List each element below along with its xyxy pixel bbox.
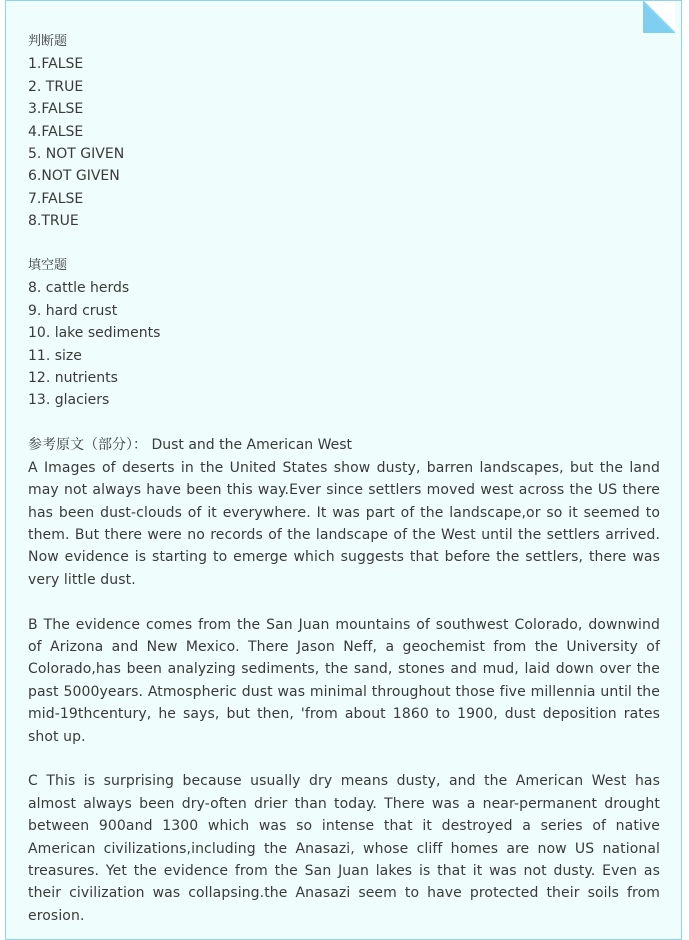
- judgement-heading: 判断题: [28, 34, 68, 49]
- list-item: 2. TRUE: [28, 78, 84, 95]
- fill-blank-heading: 填空题: [28, 258, 68, 274]
- list-item: 13. glaciers: [28, 392, 110, 409]
- reference-paragraph-c: C This is surprising because usually dry means dusty, and the American West has almost always been dry-often drier than today. There was a near-permanent drought between 900and 1300 which was so intense that it destroyed a series of native American civilizations,including the Anasazi, whose cliff homes are now US national treasures. Yet the evidence from the San Juan lakes is that it was not dusty. Even as their civilization was collapsing.the Anasazi seem to have protected their soils from erosion.: [28, 773, 660, 924]
- spacer: [28, 233, 660, 255]
- list-item: 10. lake sediments: [28, 325, 161, 342]
- spacer: [28, 748, 660, 770]
- list-item: 9. hard crust: [28, 302, 118, 319]
- list-item: 12. nutrients: [28, 370, 118, 387]
- list-item: 6.NOT GIVEN: [28, 168, 120, 185]
- list-item: 3.FALSE: [28, 101, 84, 118]
- spacer: [28, 412, 660, 434]
- judgement-answer-list: [28, 53, 660, 232]
- list-item: 1.FALSE: [28, 56, 84, 73]
- list-item: 5. NOT GIVEN: [28, 146, 125, 163]
- list-item: 11. size: [28, 347, 82, 364]
- reference-paragraph-a: A Images of deserts in the United States show dusty, barren landscapes, but the land may not always have been this way.Ever since settlers moved west across the US there has been dust-clouds of it everywhere. It was part of the landscape,or so it seemed to them. But there were no records of the landscape of the West until the settlers arrived. Now evidence is starting to emerge which suggests that before the settlers, there was very little dust.: [28, 459, 660, 588]
- answer-content: [28, 31, 660, 927]
- list-item: 8.TRUE: [28, 213, 79, 230]
- list-item: 8. cattle herds: [28, 280, 130, 297]
- fill-blank-answer-list: [28, 277, 660, 411]
- folded-corner-icon: [643, 1, 675, 33]
- reference-heading: 参考原文（部分）： Dust and the American West: [28, 437, 353, 454]
- list-item: 4.FALSE: [28, 123, 84, 140]
- reference-paragraph-b: B The evidence comes from the San Juan mountains of southwest Colorado, downwind of Arizona and New Mexico. There Jason Neff, a geochemist from the University of Colorado,has been analyzing sediments, the sand, stones and mud, laid down over the past 5000years. Atmospheric dust was minimal throughout those five millennia until the mid-19thcentury, he says, but then, 'from about 1860 to 1900, dust deposition rates shot up.: [28, 616, 660, 745]
- list-item: 7.FALSE: [28, 190, 84, 207]
- spacer: [28, 591, 660, 613]
